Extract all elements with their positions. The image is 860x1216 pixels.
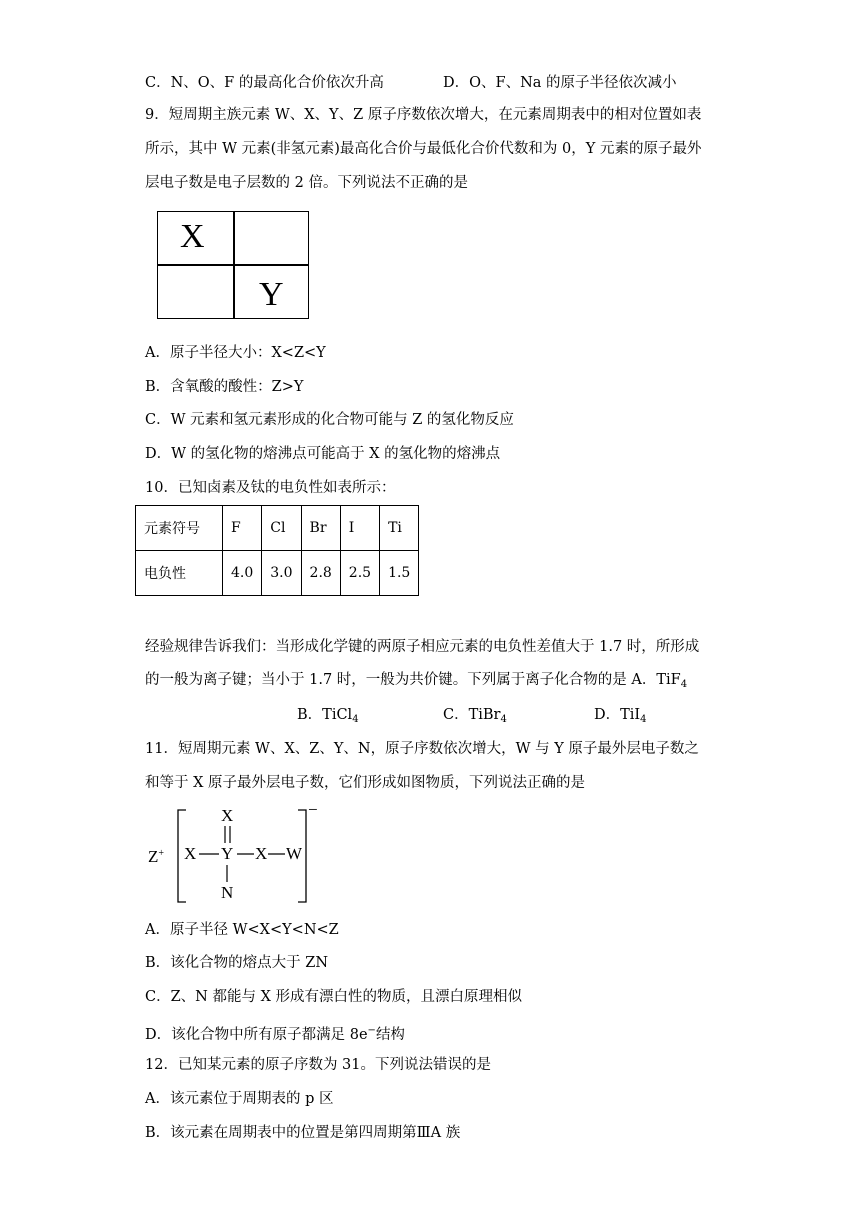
q10-option-c-text: C．TiBr	[443, 707, 501, 723]
q10-option-a-subscript: 4	[680, 679, 688, 690]
cation-symbol: Z	[148, 847, 159, 866]
q12-stem: 12．已知某元素的原子序数为 31。下列说法错误的是	[145, 1057, 492, 1073]
table-cell-value: 1.5	[380, 551, 419, 596]
grid-cell-x: X	[180, 218, 205, 255]
q9-option-b: B．含氧酸的酸性：Z>Y	[145, 379, 304, 395]
table-cell-value: 4.0	[223, 551, 262, 596]
q10-stem: 10．已知卤素及钛的电负性如表所示：	[145, 480, 396, 496]
table-row-values	[136, 551, 419, 596]
table-row-symbols	[136, 506, 419, 551]
q10-option-b-subscript: 4	[352, 714, 359, 725]
q11-stem-line-2: 和等于 X 原子最外层电子数，它们形成如图物质，下列说法正确的是	[145, 775, 586, 791]
q9-stem-line-2: 所示，其中 W 元素(非氢元素)最高化合价与最低化合价代数和为 0，Y 元素的原子最外	[145, 141, 702, 157]
q10-text-line-2	[145, 670, 687, 695]
q11-option-d	[145, 1021, 405, 1045]
electronegativity-table	[135, 505, 419, 596]
table-cell-value: 2.5	[340, 551, 379, 596]
q11-option-b: B．该化合物的熔点大于 ZN	[145, 955, 329, 971]
q9-option-d: D．W 的氢化物的熔沸点可能高于 X 的氢化物的熔沸点	[145, 446, 501, 462]
table-cell-symbol: F	[223, 506, 262, 551]
atom-x-top: X	[221, 806, 234, 825]
table-cell-value: 2.8	[301, 551, 340, 596]
grid-divider-horizontal	[158, 264, 308, 266]
table-cell-symbol: Ti	[380, 506, 419, 551]
q11-option-d-text: D．该化合物中所有原子都满足 8e	[145, 1027, 368, 1043]
atom-n-bottom: N	[221, 883, 234, 902]
table-cell-symbol: Cl	[262, 506, 301, 551]
q10-option-c-subscript: 4	[500, 714, 507, 725]
cation-z	[148, 844, 164, 867]
table-cell-symbol: I	[340, 506, 379, 551]
table-cell-symbol: Br	[301, 506, 340, 551]
anion-charge: −	[308, 800, 318, 819]
q10-option-d-text: D．TiI	[594, 707, 641, 723]
q10-option-c	[443, 705, 507, 730]
atom-x-right: X	[255, 844, 268, 863]
q12-option-b: B．该元素在周期表中的位置是第四周期第ⅢA 族	[145, 1125, 461, 1141]
q10-option-b-text: B．TiCl	[297, 707, 353, 723]
q11-stem-line-1: 11．短周期元素 W、X、Z、Y、N，原子序数依次增大，W 与 Y 原子最外层电子数之	[145, 741, 699, 757]
structural-formula	[146, 800, 326, 906]
q8-option-c: C．N、O、F 的最高化合价依次升高	[145, 75, 384, 91]
table-cell-value: 3.0	[262, 551, 301, 596]
q11-option-d-superscript: −	[367, 1025, 376, 1036]
q12-option-a: A．该元素位于周期表的 p 区	[145, 1091, 334, 1107]
q11-option-c: C．Z、N 都能与 X 形成有漂白性的物质，且漂白原理相似	[145, 989, 523, 1005]
periodic-position-grid	[157, 211, 309, 319]
grid-cell-y: Y	[259, 276, 284, 313]
q10-option-d	[594, 705, 647, 730]
q9-option-a: A．原子半径大小：X<Z<Y	[145, 345, 326, 361]
q9-option-c: C．W 元素和氢元素形成的化合物可能与 Z 的氢化物反应	[145, 412, 514, 428]
q11-option-a: A．原子半径 W<X<Y<N<Z	[145, 922, 339, 938]
q10-option-b	[297, 705, 359, 730]
q10-text-line-2-main: 的一般为离子键；当小于 1.7 时，一般为共价键。下列属于离子化合物的是 A．TiF	[145, 672, 681, 688]
q10-text-line-1: 经验规律告诉我们：当形成化学键的两原子相应元素的电负性差值大于 1.7 时，所形成	[145, 639, 700, 655]
q11-option-d-suffix: 结构	[375, 1027, 405, 1043]
q8-option-d: D．O、F、Na 的原子半径依次减小	[443, 75, 677, 91]
q9-stem-line-3: 层电子数是电子层数的 2 倍。下列说法不正确的是	[145, 175, 468, 191]
atom-x-left: X	[184, 844, 197, 863]
cation-charge: +	[158, 848, 165, 859]
atom-y-center: Y	[221, 844, 234, 863]
q10-option-d-subscript: 4	[640, 714, 647, 725]
table-header-symbol: 元素符号	[136, 506, 223, 551]
atom-w-right: W	[286, 844, 303, 863]
table-header-electronegativity: 电负性	[136, 551, 223, 596]
q9-stem-line-1: 9．短周期主族元素 W、X、Y、Z 原子序数依次增大，在元素周期表中的相对位置如表	[145, 107, 702, 123]
